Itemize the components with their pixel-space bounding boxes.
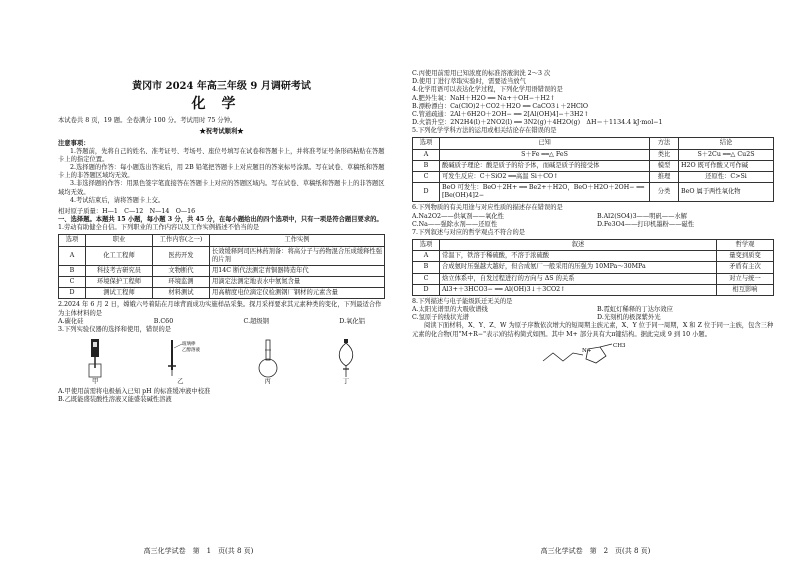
table-cell: 量变到质变 <box>717 251 774 262</box>
table-cell: D <box>413 183 440 202</box>
table-header: 叙述 <box>440 240 717 251</box>
option-b: B.C60 <box>153 317 174 325</box>
burette <box>160 338 200 386</box>
separatory-funnel-icon <box>335 338 357 378</box>
question-3-option-c: C.丙使用前需用已知浓度的标准溶液润洗 2～3 次 <box>412 70 551 77</box>
table-row <box>413 273 774 284</box>
table-cell: 文物断代 <box>153 265 210 276</box>
table-cell: S＋2Cu ══△ Cu2S <box>679 149 774 160</box>
table-cell: 可发生反应：C＋SiO2 ══高温 Si＋CO↑ <box>440 171 650 182</box>
question-3-option-a: A.甲使用前需将电极插入已知 pH 的标准缓冲液中校准 <box>58 388 211 396</box>
table-cell: 分类 <box>650 183 679 202</box>
atomic-mass: 相对原子质量：H—1 C—12 N—14 O—16 <box>58 207 196 215</box>
ph-meter <box>86 338 104 386</box>
table-header: 已知 <box>440 138 650 149</box>
option-a: A.碳化硅 <box>58 317 84 325</box>
table-cell: A <box>59 246 86 265</box>
table-cell: A <box>413 251 440 262</box>
apparatus-label: 丁 <box>342 377 350 385</box>
question-3-option-b: B.乙既能盛装酸性溶液又能盛装碱性溶液 <box>58 396 172 404</box>
question-3-option-d: D.使用丁进行萃取实验时，需要适当放气 <box>412 78 526 86</box>
option-d: D.光刻机的极深紫外光 <box>597 314 661 322</box>
burette-icon <box>160 338 200 378</box>
section-one-header: 一、选择题。本题共 15 小题，每小题 3 分，共 45 分，在每小题给出的四个选项中，只有一项是符合题目要求的。 <box>58 216 383 224</box>
question-4-stem: 4.化学用语可以表达化学过程，下列化学用语错误的是 <box>412 86 563 94</box>
table-cell: BeO 可发生：BeO＋2H+ ══ Be2+＋H2O，BeO＋H2O＋2OH− ══ [Be(OH)4]2− <box>440 183 650 202</box>
table-cell: 环境保护工程师 <box>86 277 153 288</box>
table-header-row <box>59 235 385 246</box>
option-b: B.漂粉漂白：Ca(ClO)2＋CO2＋H2O ══ CaCO3↓＋2HClO <box>412 102 589 110</box>
option-a: A.肥外生氧：NaH＋H2O ══ Na+＋OH−＋H2↑ <box>412 94 556 102</box>
table-cell: 环境监测 <box>153 277 210 288</box>
table-cell: D <box>59 288 86 299</box>
table-header: 职业 <box>86 235 153 246</box>
question-3-stem: 3.下列实验仪器的选择和使用，错误的是 <box>58 325 172 333</box>
table-row <box>413 262 774 273</box>
apparatus-label: 甲 <box>91 377 99 385</box>
table-cell: 用滴定法测定地表水中氨氮含量 <box>210 277 385 288</box>
table-header: 选项 <box>413 138 440 149</box>
table-cell: 还原性：C>Si <box>679 171 774 182</box>
table-cell: H2O 既可作酸又可作碱 <box>679 160 774 171</box>
table-cell: BeO 属于两性氧化物 <box>679 183 774 202</box>
table-cell: 常温下，铁溶于稀硫酸，不溶于浓硫酸 <box>440 251 717 262</box>
table-header: 选项 <box>59 235 86 246</box>
table-header-row <box>413 240 774 251</box>
notice-item: 3.非选择题的作答：用黑色签字笔直接答在答题卡上对应的答题区域内。写在试卷、草稿纸和答题卡上的非答题区域均无效。 <box>58 180 385 196</box>
table-cell: 焓立体系中，自发过程进行的方向与 ΔS 的关系 <box>440 273 717 284</box>
question-2-options <box>58 318 385 326</box>
table-row <box>413 251 774 262</box>
svg-text:玻璃棒: 玻璃棒 <box>182 340 196 346</box>
table-cell: 合成氨时压强越大越好，但合成氨厂一般采用的压强为 10MPa～30MPa <box>440 262 717 273</box>
table-cell: A <box>413 149 440 160</box>
question-7-table <box>412 239 774 296</box>
table-cell: Al3+＋3HCO3− ══ Al(OH)3↓＋3CO2↑ <box>440 284 717 295</box>
molecule-figure <box>412 341 774 367</box>
table-row <box>413 160 774 171</box>
volumetric-flask-icon <box>257 338 279 378</box>
table-cell: 医药开发 <box>153 246 210 265</box>
table-cell: 矛盾有主次 <box>717 262 774 273</box>
table-cell: 类比 <box>650 149 679 160</box>
table-row <box>413 171 774 182</box>
table-cell: S＋Fe ══△ FeS <box>440 149 650 160</box>
question-8-options <box>412 306 774 322</box>
table-cell: 材料测试 <box>153 288 210 299</box>
notice-item: 1.答题前，先将自己的姓名、准考证号、考场号、座位号填写在试卷和答题卡上，并将准考证号条形码粘贴在答题卡上的指定位置。 <box>58 147 385 163</box>
option-c: C.管道疏通：2Al＋6H2O＋2OH− ══ 2[Al(OH)4]−＋3H2↑ <box>412 110 589 118</box>
option-a: A.太阳光谱里的大吸收谱线 <box>412 306 488 314</box>
page-footer: 高三化学试卷 第 1 页(共 8 页) <box>143 546 254 555</box>
ph-meter-icon <box>86 338 104 378</box>
table-header: 工作内容(之一) <box>153 235 210 246</box>
table-row <box>59 246 385 265</box>
table-cell: C <box>413 171 440 182</box>
question-7-stem: 7.下列叙述与对应的哲学观点不符合的是 <box>412 228 526 236</box>
apparatus-figure <box>58 336 385 386</box>
molecule-methyl-label: CH3 <box>613 342 626 349</box>
option-c: C.超级钢 <box>243 317 269 325</box>
table-cell: 酸碱质子理论：酸是质子的给予体，而碱是质子的接受体 <box>440 160 650 171</box>
question-6-options <box>412 213 774 229</box>
table-header: 哲学观 <box>717 240 774 251</box>
table-row <box>413 183 774 202</box>
good-luck-badge: ★祝考试顺利★ <box>199 128 244 136</box>
table-header: 工作实例 <box>210 235 385 246</box>
table-header-row <box>413 138 774 149</box>
svg-text:乙醇溶液: 乙醇溶液 <box>182 346 201 352</box>
table-cell: D <box>413 284 440 295</box>
question-5-stem: 5.下列化学学科方法的运用或相关结论存在错误的是 <box>412 127 557 135</box>
notice-item: 4.考试结束后，请将答题卡上交。 <box>70 196 165 204</box>
molecule-charge-label: N+ <box>582 347 592 354</box>
table-cell: B <box>413 262 440 273</box>
table-cell: 相互影响 <box>717 284 774 295</box>
question-5-table <box>412 137 774 202</box>
exam-title: 黄冈市 2024 年高三年级 9 月调研考试 <box>132 81 311 92</box>
option-d: D.火箭升空：2N2H4(l)＋2NO2(l) ══ 3N2(g)＋4H2O(g) ΔH＝＋1134.4 kJ·mol−1 <box>412 119 663 127</box>
question-2-stem: 2.2024 年 6 月 2 日，嫦娥六号着陆在月球背面成功实施样品采集。探月采样要求其元素种类的变化，下列最适合作为主体材料的是 <box>58 301 382 317</box>
question-1-stem: 1.劳动有助健全自信。下列职业的工作内容以及工作实例描述不恰当的是 <box>58 224 260 232</box>
table-cell: 测试工程师 <box>86 288 153 299</box>
table-cell: B <box>413 160 440 171</box>
table-cell: 对立与统一 <box>717 273 774 284</box>
table-header: 方法 <box>650 138 679 149</box>
exam-intro: 本试卷共 8 页，19 题。全卷满分 100 分。考试用时 75 分钟。 <box>58 117 237 125</box>
separatory-funnel <box>335 338 357 386</box>
table-cell: 用高精度电位滴定仪检测钢厂钢材的元素含量 <box>210 288 385 299</box>
table-cell: 推理 <box>650 171 679 182</box>
notice-item: 2.选择题的作答：每小题选出答案后，用 2B 铅笔把答题卡上对应题目的答案标号涂黑。写在试卷、草稿纸和答题卡上的非答题区域均无效。 <box>58 164 385 180</box>
table-header: 选项 <box>413 240 440 251</box>
subject-title: 化学 <box>191 96 252 112</box>
option-b: B.Al2(SO4)3——明矾——水解 <box>597 212 687 220</box>
table-header: 结论 <box>679 138 774 149</box>
page-footer: 高三化学试卷 第 2 页(共 8 页) <box>540 546 651 555</box>
table-cell: 化工工程师 <box>86 246 153 265</box>
table-row <box>59 288 385 299</box>
table-cell: B <box>59 265 86 276</box>
question-6-stem: 6.下列物质的有关用途与对应性质的描述存在错误的是 <box>412 204 563 212</box>
option-c: C.Na——强除水剂——还原性 <box>412 220 498 228</box>
right-page <box>397 0 794 562</box>
table-row <box>59 277 385 288</box>
table-row <box>413 284 774 295</box>
reading-passage: 阅读下面材料，X、Y、Z、W 为原子序数依次增大的短周期主族元素，X、Y 位于同一周期，X 和 Z 位于同一主族，包含三种元素的化合物(用"M+R−"表示)的结构简式如图。其中 M+ 部分具有大π键结构。据此完成 9 到 10 小题。 <box>412 322 774 338</box>
apparatus-label: 乙 <box>177 377 184 385</box>
option-d: D.氧化铝 <box>339 317 365 325</box>
notice-title: 注意事项： <box>58 139 90 147</box>
table-cell: 模型 <box>650 160 679 171</box>
apparatus-label: 丙 <box>264 377 271 385</box>
option-a: A.Na2O2——供氧剂——氧化性 <box>412 212 504 220</box>
table-cell: C <box>59 277 86 288</box>
table-cell: 用14C 断代法测定青铜器铸造年代 <box>210 265 385 276</box>
question-8-stem: 8.下列描述与电子能级跃迁无关的是 <box>412 297 513 305</box>
table-cell: C <box>413 273 440 284</box>
table-row <box>59 265 385 276</box>
volumetric-flask <box>257 338 279 386</box>
table-row <box>413 149 774 160</box>
table-cell: 科技考古研究员 <box>86 265 153 276</box>
table-cell: 长效缓释阿司匹林药剂备：将高分子与药物混合压成缓释性强的片剂 <box>210 246 385 265</box>
option-b: B.霓虹灯稀释的丁达尔效应 <box>597 306 673 314</box>
imidazolium-structure-icon <box>538 341 648 367</box>
option-c: C.氢原子的线状光谱 <box>412 314 469 322</box>
option-d: D.Fe3O4——打印机墨粉——磁性 <box>597 220 695 228</box>
question-1-table <box>58 234 385 299</box>
